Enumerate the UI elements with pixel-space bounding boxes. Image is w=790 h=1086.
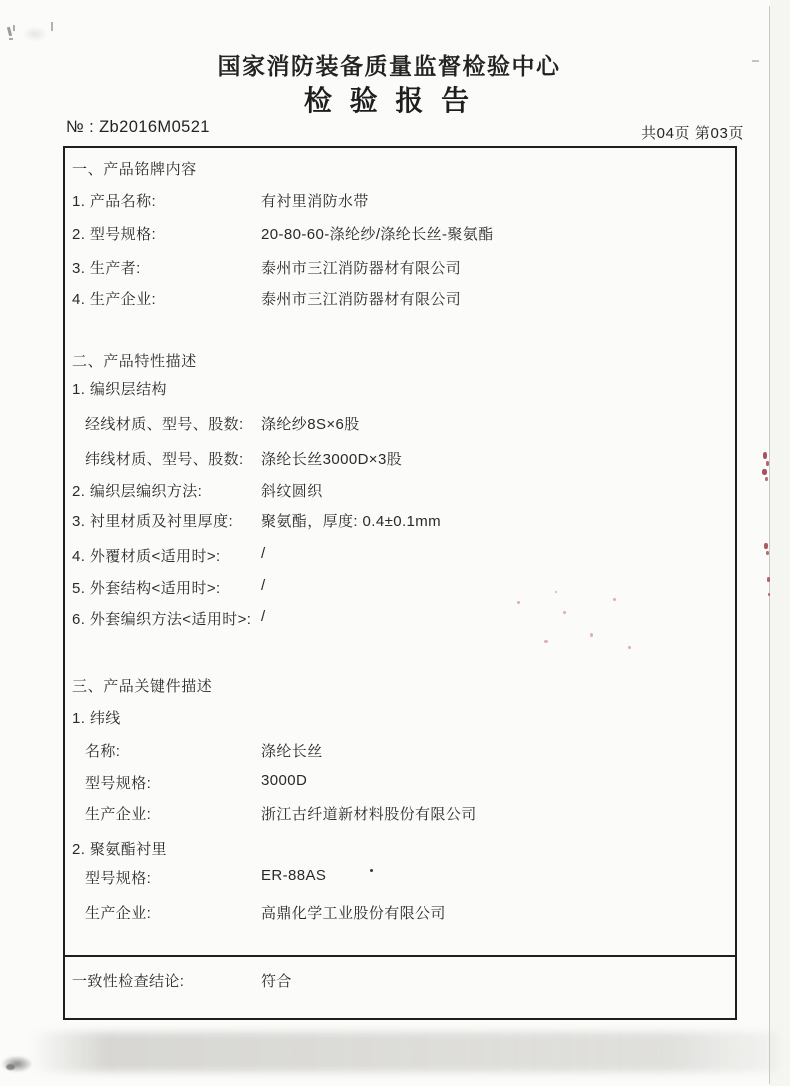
field-value: 涤纶长丝 xyxy=(261,743,323,760)
field-row-manufacturer xyxy=(72,288,461,309)
page-indicator: 共04页 第03页 xyxy=(641,125,744,142)
field-row-product-name xyxy=(72,190,369,211)
field-row-pu-lining-item xyxy=(72,838,261,859)
field-row-lining xyxy=(72,510,441,531)
field-value: / xyxy=(261,545,266,562)
section-title-nameplate: 一、产品铭牌内容 xyxy=(72,161,197,178)
red-ink-speck xyxy=(767,577,770,582)
field-label: 6. 外套编织方法<适用时>: xyxy=(72,611,252,628)
field-row-jacket-structure xyxy=(72,577,266,598)
field-row-weft-maker xyxy=(85,803,477,824)
field-row-pu-model xyxy=(85,867,326,888)
field-value: 有衬里消防水带 xyxy=(261,193,369,210)
report-number-value: Zb2016M0521 xyxy=(99,118,210,136)
field-value: ER-88AS xyxy=(261,867,327,884)
red-ink-speck xyxy=(768,593,770,596)
red-ink-speck xyxy=(763,452,767,459)
field-label: 4. 外覆材质<适用时>: xyxy=(72,548,221,565)
field-row-pu-maker xyxy=(85,902,446,923)
field-label: 3. 生产者: xyxy=(72,260,141,277)
field-label: 3. 衬里材质及衬里厚度: xyxy=(72,513,234,530)
field-label: 1. 纬线 xyxy=(72,710,121,727)
field-row-weaving-method xyxy=(72,480,323,501)
section-title-characteristics: 二、产品特性描述 xyxy=(72,353,197,370)
report-number-line xyxy=(66,118,210,137)
field-row-weft xyxy=(85,448,402,469)
content-box xyxy=(63,146,737,1020)
field-row-producer xyxy=(72,257,461,278)
smudge-mark xyxy=(6,1064,15,1070)
stain-mark xyxy=(13,25,15,31)
field-row-jacket-weaving xyxy=(72,608,266,629)
conclusion-row xyxy=(72,970,292,991)
field-value: 3000D xyxy=(261,772,308,789)
paper-edge-line xyxy=(769,6,770,1084)
smudge-mark xyxy=(22,26,48,42)
field-label: 4. 生产企业: xyxy=(72,291,157,308)
field-row-model-spec xyxy=(72,223,494,244)
field-row-weft-item xyxy=(72,707,261,728)
field-label: 生产企业: xyxy=(85,806,152,823)
field-value: 20-80-60-涤纶纱/涤纶长丝-聚氨酯 xyxy=(261,226,494,243)
field-label: 2. 聚氨酯衬里 xyxy=(72,841,167,858)
field-label: 2. 编织层编织方法: xyxy=(72,483,203,500)
field-value: 浙江古纤道新材料股份有限公司 xyxy=(261,806,477,823)
field-label: 型号规格: xyxy=(85,775,152,792)
conclusion-value: 符合 xyxy=(261,973,292,990)
field-row-outer-cover xyxy=(72,545,266,566)
field-label: 名称: xyxy=(85,743,121,760)
field-value: 斜纹圆织 xyxy=(261,483,323,500)
field-value: 高鼎化学工业股份有限公司 xyxy=(261,905,446,922)
field-row-weft-name xyxy=(85,740,323,761)
field-value: 泰州市三江消防器材有限公司 xyxy=(261,291,462,308)
field-label: 型号规格: xyxy=(85,870,152,887)
field-label: 5. 外套结构<适用时>: xyxy=(72,580,221,597)
field-value: / xyxy=(261,577,266,594)
field-value: / xyxy=(261,608,266,625)
section-divider xyxy=(63,955,737,957)
field-value: 泰州市三江消防器材有限公司 xyxy=(261,260,462,277)
report-number-label: № : xyxy=(66,118,95,136)
field-value: 聚氨酯，厚度: 0.4±0.1mm xyxy=(261,513,442,530)
field-label: 经线材质、型号、股数: xyxy=(85,416,244,433)
field-row-weft-model xyxy=(85,772,307,793)
stain-mark xyxy=(7,27,12,36)
red-ink-speck xyxy=(764,543,768,549)
scan-shadow xyxy=(30,1032,778,1072)
org-title: 国家消防装备质量监督检验中心 xyxy=(217,53,561,79)
field-row-braid-structure xyxy=(72,378,261,399)
red-ink-speck xyxy=(765,477,768,481)
red-ink-speck xyxy=(766,461,769,466)
field-label: 2. 型号规格: xyxy=(72,226,157,243)
stain-mark xyxy=(9,38,13,40)
smudge-mark xyxy=(2,1056,32,1072)
field-label: 纬线材质、型号、股数: xyxy=(85,451,244,468)
field-label: 1. 产品名称: xyxy=(72,193,157,210)
report-title: 检 验 报 告 xyxy=(303,85,475,116)
field-row-warp xyxy=(85,413,360,434)
paper-edge-strip xyxy=(770,0,790,1086)
red-ink-speck xyxy=(766,551,769,555)
section-title-key-parts: 三、产品关键件描述 xyxy=(72,678,213,695)
red-ink-speck xyxy=(762,469,767,475)
field-value: 涤纶纱8S×6股 xyxy=(261,416,360,433)
stain-mark xyxy=(51,22,53,31)
conclusion-label: 一致性检查结论: xyxy=(72,973,185,990)
field-label: 生产企业: xyxy=(85,905,152,922)
field-value: 涤纶长丝3000D×3股 xyxy=(261,451,403,468)
field-label: 1. 编织层结构 xyxy=(72,381,167,398)
